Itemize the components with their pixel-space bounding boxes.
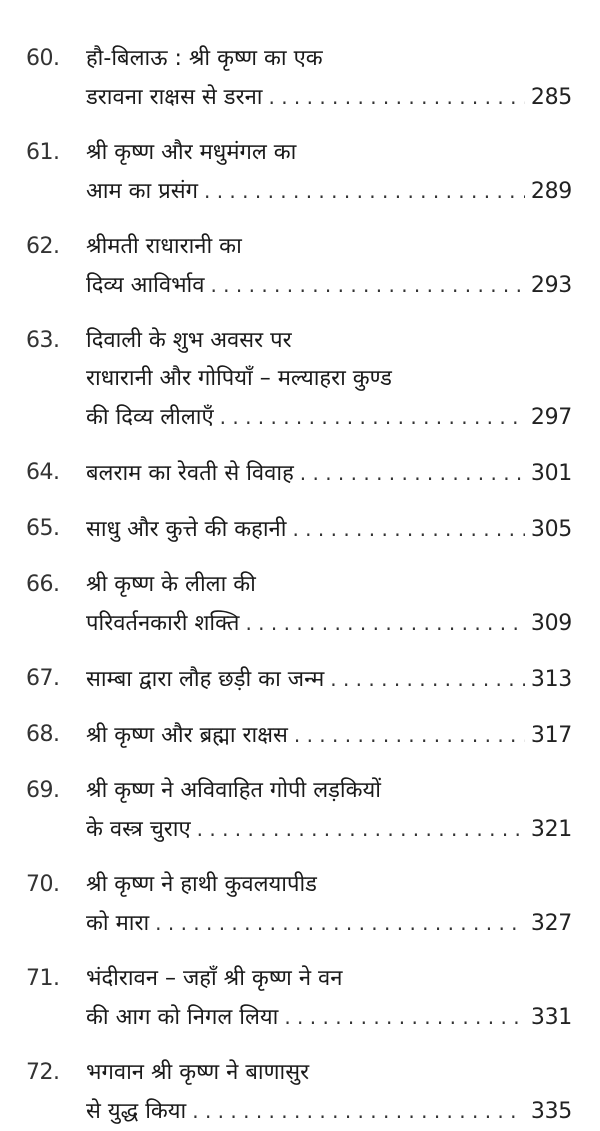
page-number: 289 (530, 179, 572, 204)
toc-entry[interactable] (26, 960, 572, 1037)
chapter-number: 72. (26, 1060, 60, 1085)
page-number: 317 (530, 723, 572, 748)
chapter-title-final-line (86, 266, 572, 305)
chapter-title-block (86, 454, 572, 493)
chapter-number: 68. (26, 722, 60, 747)
chapter-title-block (86, 134, 572, 211)
chapter-title-text: श्री कृष्ण और ब्रह्मा राक्षस (86, 723, 288, 748)
chapter-title-block (86, 510, 572, 549)
chapter-number: 62. (26, 234, 60, 259)
page-number: 335 (530, 1099, 572, 1124)
chapter-title-final-line (86, 78, 572, 117)
chapter-number: 69. (26, 778, 60, 803)
toc-entry[interactable] (26, 660, 572, 699)
chapter-title-text: की दिव्य लीलाएँ (86, 405, 214, 430)
chapter-title-line: भंदीरावन – जहाँ श्री कृष्ण ने वन (86, 966, 343, 991)
dot-leader (197, 810, 525, 848)
dot-leader (268, 78, 524, 116)
chapter-number: 70. (26, 872, 60, 897)
chapter-number: 67. (26, 666, 60, 691)
toc-entry[interactable] (26, 566, 572, 643)
toc-entry[interactable] (26, 1054, 572, 1131)
chapter-title-final-line (86, 454, 572, 493)
page-number: 331 (530, 1005, 572, 1030)
chapter-title-block (86, 40, 572, 117)
toc-entry[interactable] (26, 510, 572, 549)
toc-entry[interactable] (26, 40, 572, 117)
chapter-number: 61. (26, 140, 60, 165)
page-number: 327 (530, 911, 572, 936)
chapter-title-line: श्रीमती राधारानी का (86, 234, 242, 259)
dot-leader (294, 716, 525, 754)
chapter-title-text: की आग को निगल लिया (86, 1005, 279, 1030)
page-number: 297 (530, 405, 572, 430)
chapter-number: 63. (26, 328, 60, 353)
chapter-title-final-line (86, 998, 572, 1037)
chapter-title-block (86, 1054, 572, 1131)
chapter-title-block (86, 866, 572, 943)
dot-leader (192, 1092, 525, 1130)
chapter-title-text: डरावना राक्षस से डरना (86, 85, 263, 110)
chapter-title-text: साम्बा द्वारा लौह छड़ी का जन्म (86, 667, 325, 692)
chapter-title-line: श्री कृष्ण और मधुमंगल का (86, 140, 297, 165)
chapter-title-text: से युद्ध किया (86, 1099, 187, 1124)
dot-leader (284, 998, 525, 1036)
chapter-number: 71. (26, 966, 60, 991)
toc-entry[interactable] (26, 322, 572, 437)
chapter-title-block (86, 716, 572, 755)
dot-leader (220, 398, 525, 436)
chapter-title-line: राधारानी और गोपियाँ – मल्याहरा कुण्ड (86, 366, 392, 391)
toc-entry[interactable] (26, 134, 572, 211)
dot-leader (300, 454, 525, 492)
chapter-title-line: भगवान श्री कृष्ण ने बाणासुर (86, 1060, 310, 1085)
chapter-title-final-line (86, 716, 572, 755)
dot-leader (330, 660, 525, 698)
dot-leader (155, 904, 525, 942)
chapter-title-block (86, 660, 572, 699)
chapter-title-block (86, 566, 572, 643)
toc-entry[interactable] (26, 454, 572, 493)
chapter-number: 60. (26, 46, 60, 71)
chapter-title-block (86, 772, 572, 849)
toc-entry[interactable] (26, 716, 572, 755)
chapter-title-text: बलराम का रेवती से विवाह (86, 461, 294, 486)
dot-leader (292, 510, 524, 548)
chapter-title-final-line (86, 398, 572, 437)
chapter-title-final-line (86, 172, 572, 211)
chapter-title-line: हौ-बिलाऊ : श्री कृष्ण का एक (86, 46, 323, 71)
chapter-title-text: को मारा (86, 911, 150, 936)
chapter-title-final-line (86, 660, 572, 699)
page-number: 321 (530, 817, 572, 842)
toc-entry[interactable] (26, 228, 572, 305)
chapter-title-final-line (86, 904, 572, 943)
chapter-title-line: श्री कृष्ण ने अविवाहित गोपी लड़कियों (86, 778, 381, 803)
chapter-number: 65. (26, 516, 60, 541)
page-number: 305 (530, 517, 572, 542)
chapter-title-text: साधु और कुत्ते की कहानी (86, 517, 287, 542)
page-number: 301 (530, 461, 572, 486)
page-number: 293 (530, 273, 572, 298)
chapter-title-line: श्री कृष्ण के लीला की (86, 572, 256, 597)
page-number: 309 (530, 611, 572, 636)
chapter-title-final-line (86, 810, 572, 849)
dot-leader (210, 266, 524, 304)
chapter-title-final-line (86, 510, 572, 549)
toc-entry[interactable] (26, 772, 572, 849)
chapter-title-block (86, 322, 572, 437)
dot-leader (245, 604, 524, 642)
chapter-number: 64. (26, 460, 60, 485)
chapter-title-text: के वस्त्र चुराए (86, 817, 191, 842)
chapter-title-text: दिव्य आविर्भाव (86, 273, 205, 298)
chapter-title-line: श्री कृष्ण ने हाथी कुवलयापीड (86, 872, 317, 897)
chapter-title-line: दिवाली के शुभ अवसर पर (86, 328, 292, 353)
chapter-number: 66. (26, 572, 60, 597)
page-number: 313 (530, 667, 572, 692)
chapter-title-final-line (86, 1092, 572, 1131)
dot-leader (204, 172, 525, 210)
chapter-title-block (86, 960, 572, 1037)
chapter-title-block (86, 228, 572, 305)
page-number: 285 (530, 85, 572, 110)
chapter-title-final-line (86, 604, 572, 643)
chapter-title-text: आम का प्रसंग (86, 179, 198, 204)
toc-entry[interactable] (26, 866, 572, 943)
chapter-title-text: परिवर्तनकारी शक्ति (86, 611, 240, 636)
